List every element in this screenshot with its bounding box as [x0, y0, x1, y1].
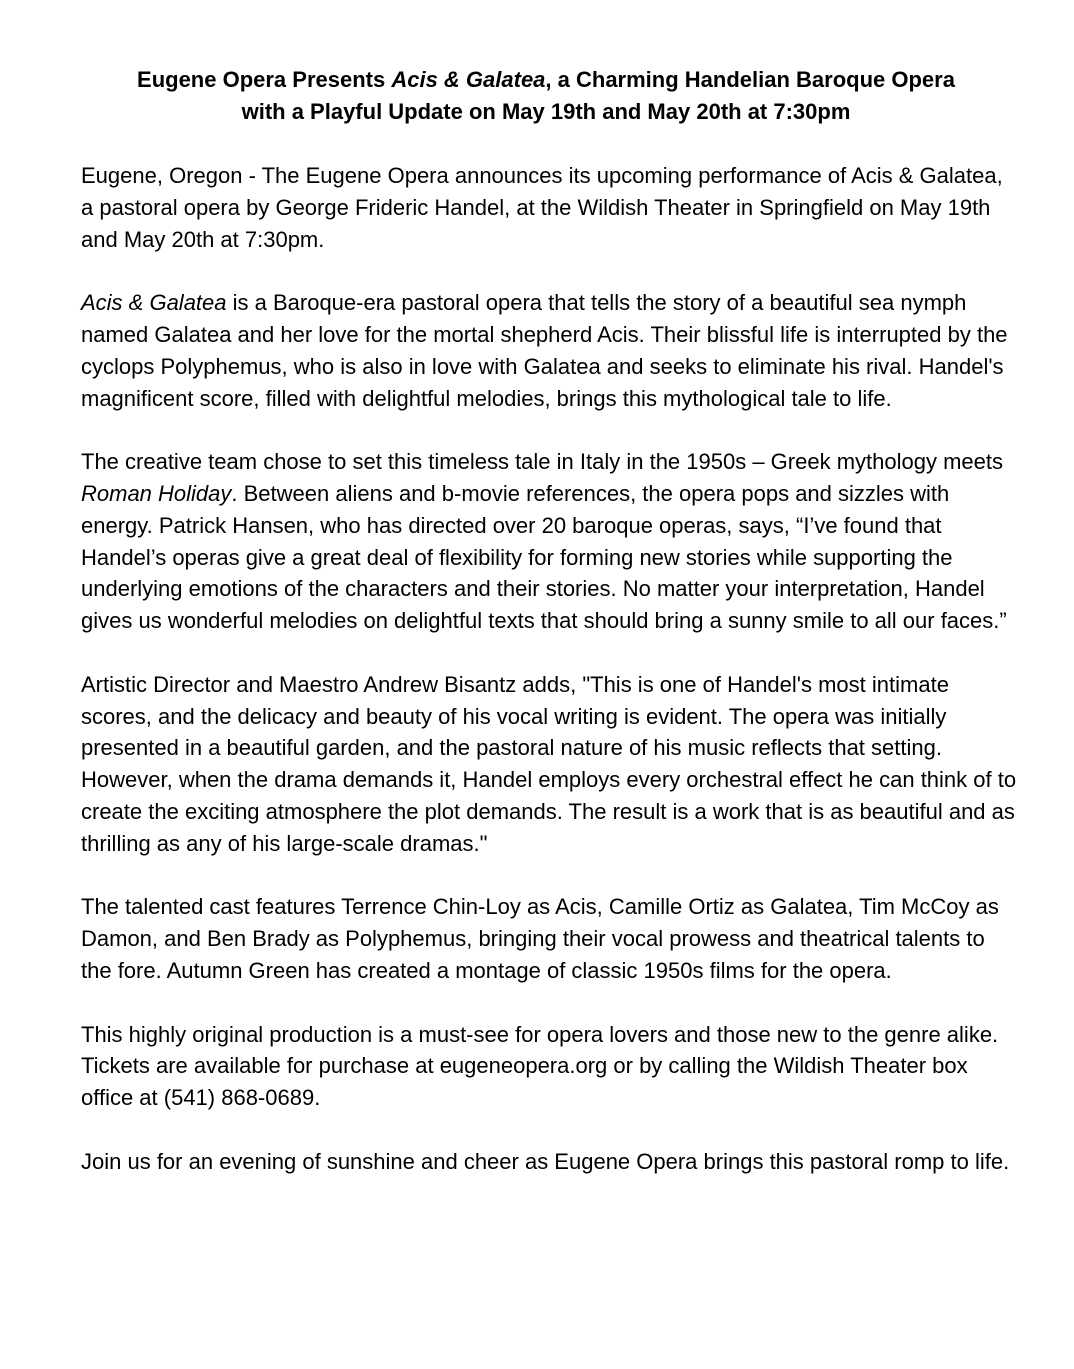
creative-team-prefix: The creative team chose to set this timeless tale in Italy in the 1950s – Greek mythology meets	[81, 449, 1003, 475]
film-title: Roman Holiday	[81, 480, 232, 506]
headline	[81, 64, 1021, 128]
synopsis-text: is a Baroque-era pastoral opera that tells the story of a beautiful sea nymph named Galatea and her love for the mortal shepherd Acis. Their blissful life is interrupted by the cyclops Polyphemus, who is also in love with Galatea and seeks to eliminate his rival. Handel's magnificent score, filled with delightful melodies, brings this mythological tale to life.	[81, 290, 1008, 411]
paragraph-artistic-director-quote: Artistic Director and Maestro Andrew Bisantz adds, "This is one of Handel's most intimate scores, and the delicacy and beauty of his vocal writing is evident. The opera was initially presented in a beautiful garden, and the pastoral nature of his music reflects that setting. However, when the drama demands it, Handel employs every orchestral effect he can think of to create the exciting atmosphere the plot demands. The result is a work that is as beautiful and as thrilling as any of his large-scale dramas."	[81, 671, 1017, 856]
creative-team-text: . Between aliens and b-movie references, the opera pops and sizzles with energy. Patrick Hansen, who has directed over 20 baroque operas, says, “I’ve found that Handel’s operas give a great deal of flexibility for forming new stories while supporting the underlying emotions of the characters and their stories. No matter your interpretation, Handel gives us wonderful melodies on delightful texts that should bring a sunny smile to all our faces.”	[81, 480, 1007, 634]
headline-dates: with a Playful Update on May 19th and May 20th at 7:30pm	[241, 99, 851, 124]
paragraph-synopsis	[81, 287, 1021, 414]
headline-prefix: Eugene Opera Presents	[137, 67, 392, 92]
paragraph-announcement: Eugene, Oregon - The Eugene Opera announces its upcoming performance of Acis & Galatea, a pastoral opera by George Frideric Handel, at the Wildish Theater in Springfield on May 19th and May 20th at 7:30pm.	[81, 163, 1003, 252]
paragraph-tickets: This highly original production is a must-see for opera lovers and those new to the genre alike. Tickets are available for purchase at eugeneopera.org or by calling the Wildish Theater box office at (541) 868-0689.	[81, 1021, 999, 1111]
paragraph-creative-team	[81, 446, 1021, 637]
press-release-document	[81, 64, 1021, 1178]
headline-opera-title: Acis & Galatea	[391, 67, 546, 92]
headline-suffix: , a Charming Handelian Baroque Opera	[545, 67, 955, 92]
paragraph-cast: The talented cast features Terrence Chin-Loy as Acis, Camille Ortiz as Galatea, Tim McCoy as Damon, and Ben Brady as Polyphemus, bringing their vocal prowess and theatrical talents to the fore. Autumn Green has created a montage of classic 1950s films for the opera.	[81, 894, 999, 983]
synopsis-opera-title: Acis & Galatea	[81, 290, 227, 316]
paragraph-closing: Join us for an evening of sunshine and cheer as Eugene Opera brings this pastoral romp to life.	[81, 1148, 1010, 1174]
